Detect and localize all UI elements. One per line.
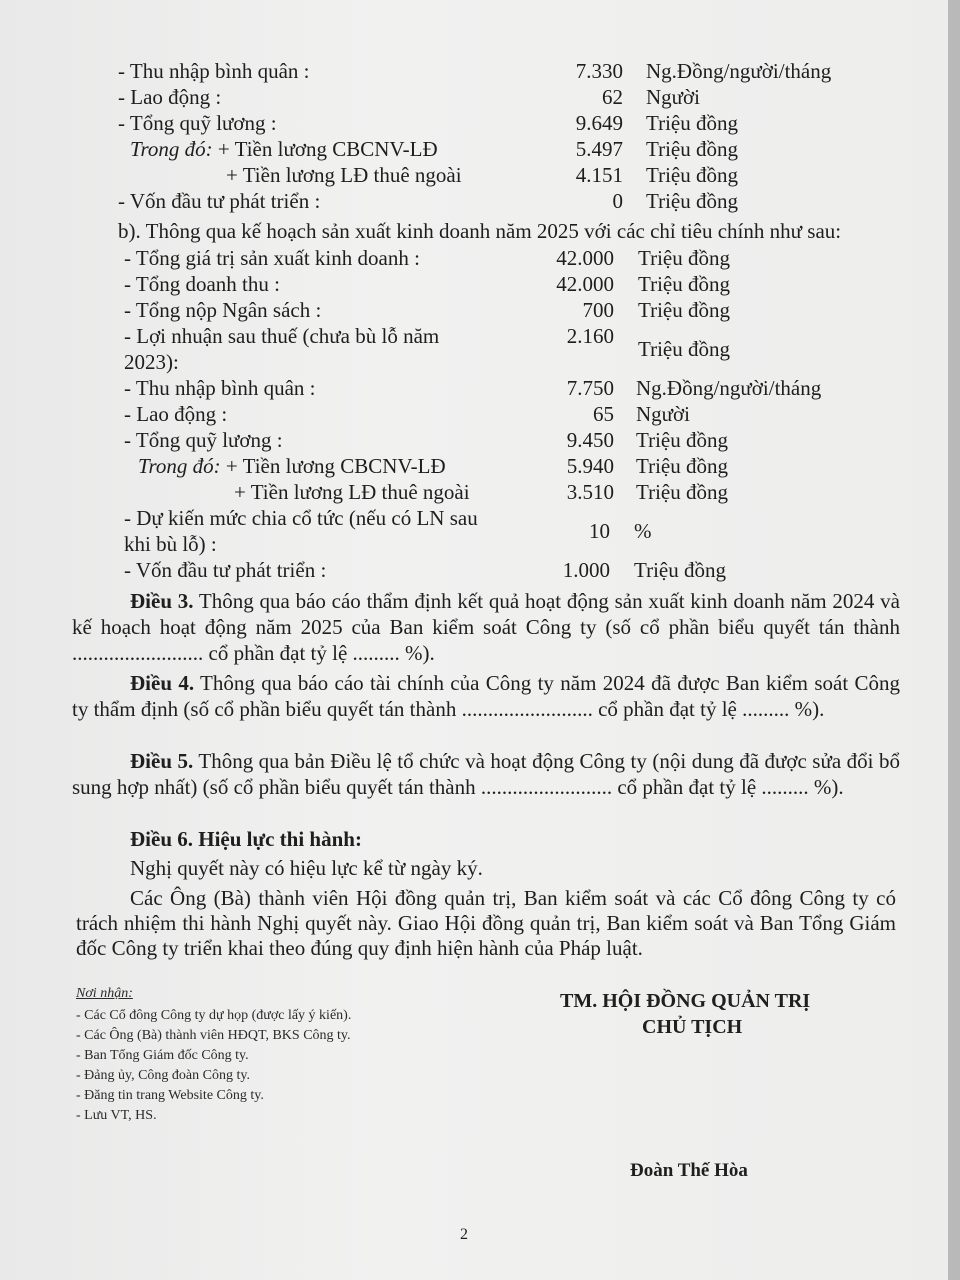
row-label: - Tổng nộp Ngân sách :	[124, 298, 322, 322]
table-row	[0, 188, 948, 214]
row-value: 1.000	[562, 558, 610, 582]
row-unit: Triệu đồng	[646, 189, 738, 213]
row-label-continued: khi bù lỗ) :	[124, 532, 217, 556]
row-unit: Người	[646, 85, 700, 109]
row-unit: Ng.Đồng/người/tháng	[636, 376, 822, 400]
table-row	[0, 505, 948, 557]
row-value: 42.000	[556, 246, 614, 270]
row-unit: Triệu đồng	[646, 163, 738, 187]
row-label: + Tiền lương LĐ thuê ngoài	[234, 480, 470, 504]
row-label: - Lao động :	[124, 402, 228, 426]
recipients-heading: Nơi nhận:	[76, 986, 133, 1001]
row-label: - Tổng quỹ lương :	[118, 111, 277, 135]
article-title: Điều 5.	[130, 749, 194, 773]
row-label: - Dự kiến mức chia cổ tức (nếu có LN sau	[124, 506, 478, 530]
row-unit: Triệu đồng	[636, 480, 728, 504]
article-4	[72, 670, 900, 722]
row-unit: Người	[636, 402, 690, 426]
table-row	[0, 136, 948, 162]
table-row	[0, 58, 948, 84]
row-label: Trong đó: + Tiền lương CBCNV-LĐ	[138, 454, 446, 478]
table-row	[0, 375, 948, 401]
table-row	[0, 110, 948, 136]
table-row	[0, 297, 948, 323]
row-label: - Thu nhập bình quân :	[118, 59, 310, 83]
row-unit: Triệu đồng	[638, 298, 730, 322]
row-label: - Tổng quỹ lương :	[124, 428, 283, 452]
article-title: Điều 3.	[130, 589, 194, 613]
row-unit: Triệu đồng	[636, 454, 728, 478]
table-row	[0, 323, 948, 375]
closing-paragraph: Các Ông (Bà) thành viên Hội đồng quản trị, Ban kiểm soát và các Cổ đông Công ty có trách nhiệm thi hành Nghị quyết này. Giao Hội đồng quản trị, Ban kiểm soát và Ban Tổng Giám đốc Công ty triển khai theo đúng quy định hiện hành của Pháp luật.	[76, 886, 896, 960]
effect-line: Nghị quyết này có hiệu lực kể từ ngày ký.	[130, 856, 483, 880]
article-3	[72, 588, 900, 666]
row-unit: Triệu đồng	[638, 337, 730, 361]
row-label: - Vốn đầu tư phát triển :	[118, 189, 321, 213]
row-unit: Triệu đồng	[646, 111, 738, 135]
article-text: Thông qua bản Điều lệ tổ chức và hoạt động Công ty (nội dung đã được sửa đổi bổ sung hợp nhất) (số cổ phần biểu quyết tán thành ......................... cổ phần đạt tỷ lệ ......... %).	[72, 749, 900, 799]
row-value: 7.330	[575, 59, 623, 83]
row-value: 3.510	[566, 480, 614, 504]
table-row	[0, 427, 948, 453]
page-number: 2	[460, 1226, 468, 1243]
article-6	[130, 826, 362, 852]
row-value: 10	[589, 519, 610, 543]
row-label: - Lợi nhuận sau thuế (chưa bù lỗ năm	[124, 324, 440, 348]
row-value: 5.497	[575, 137, 623, 161]
article-title: Điều 6. Hiệu lực thi hành:	[130, 827, 362, 851]
signer-name: Đoàn Thế Hòa	[630, 1160, 748, 1181]
row-unit: Triệu đồng	[638, 272, 730, 296]
row-unit: Triệu đồng	[638, 246, 730, 270]
row-label: - Tổng giá trị sản xuất kinh doanh :	[124, 246, 420, 270]
row-value: 9.450	[566, 428, 614, 452]
table-row	[0, 84, 948, 110]
row-value: 4.151	[575, 163, 623, 187]
recipient-item: - Đăng tin trang Website Công ty.	[76, 1088, 264, 1103]
row-unit: %	[634, 519, 652, 543]
row-unit: Triệu đồng	[634, 558, 726, 582]
signature-role: CHỦ TỊCH	[642, 1016, 743, 1038]
row-value: 700	[582, 298, 614, 322]
article-text: Thông qua báo cáo thẩm định kết quả hoạt động sản xuất kinh doanh năm 2024 và kế hoạch hoạt động năm 2025 của Ban kiểm soát Công ty (số cổ phần biểu quyết tán thành ......................... cổ phần đạt tỷ lệ ......... %).	[72, 589, 900, 665]
recipient-item: - Lưu VT, HS.	[76, 1108, 157, 1123]
recipient-item: - Các Ông (Bà) thành viên HĐQT, BKS Công ty.	[76, 1028, 351, 1043]
row-label: - Lao động :	[118, 85, 222, 109]
row-label: - Vốn đầu tư phát triển :	[124, 558, 327, 582]
row-label: Trong đó: + Tiền lương CBCNV-LĐ	[130, 137, 438, 161]
table-row	[0, 162, 948, 188]
row-label: + Tiền lương LĐ thuê ngoài	[226, 163, 462, 187]
row-value: 65	[593, 402, 614, 426]
background-edge	[948, 0, 960, 1280]
row-value: 2.160	[566, 324, 614, 348]
row-label-continued: 2023):	[124, 350, 179, 374]
section-b-heading: b). Thông qua kế hoạch sản xuất kinh doanh năm 2025 với các chỉ tiêu chính như sau:	[118, 219, 842, 243]
table-row	[0, 557, 948, 583]
recipient-item: - Ban Tổng Giám đốc Công ty.	[76, 1048, 249, 1063]
row-label: - Thu nhập bình quân :	[124, 376, 316, 400]
table-row	[0, 271, 948, 297]
recipient-item: - Đảng ủy, Công đoàn Công ty.	[76, 1068, 250, 1083]
row-value: 9.649	[575, 111, 623, 135]
row-unit: Triệu đồng	[646, 137, 738, 161]
signature-title: TM. HỘI ĐỒNG QUẢN TRỊ	[560, 990, 811, 1012]
recipient-item: - Các Cổ đông Công ty dự họp (được lấy ý kiến).	[76, 1008, 352, 1023]
table-row	[0, 453, 948, 479]
row-unit: Ng.Đồng/người/tháng	[646, 59, 832, 83]
table-row	[0, 479, 948, 505]
row-unit: Triệu đồng	[636, 428, 728, 452]
article-5	[72, 748, 900, 800]
article-title: Điều 4.	[130, 671, 195, 695]
row-value: 7.750	[566, 376, 614, 400]
table-row	[0, 401, 948, 427]
table-row	[0, 245, 948, 271]
row-value: 5.940	[566, 454, 614, 478]
row-value: 42.000	[556, 272, 614, 296]
row-value: 62	[602, 85, 623, 109]
row-value: 0	[612, 189, 623, 213]
article-text: Thông qua báo cáo tài chính của Công ty năm 2024 đã được Ban kiểm soát Công ty thẩm định (số cổ phần biểu quyết tán thành ......................... cổ phần đạt tỷ lệ ......... %).	[72, 671, 901, 721]
row-label: - Tổng doanh thu :	[124, 272, 280, 296]
